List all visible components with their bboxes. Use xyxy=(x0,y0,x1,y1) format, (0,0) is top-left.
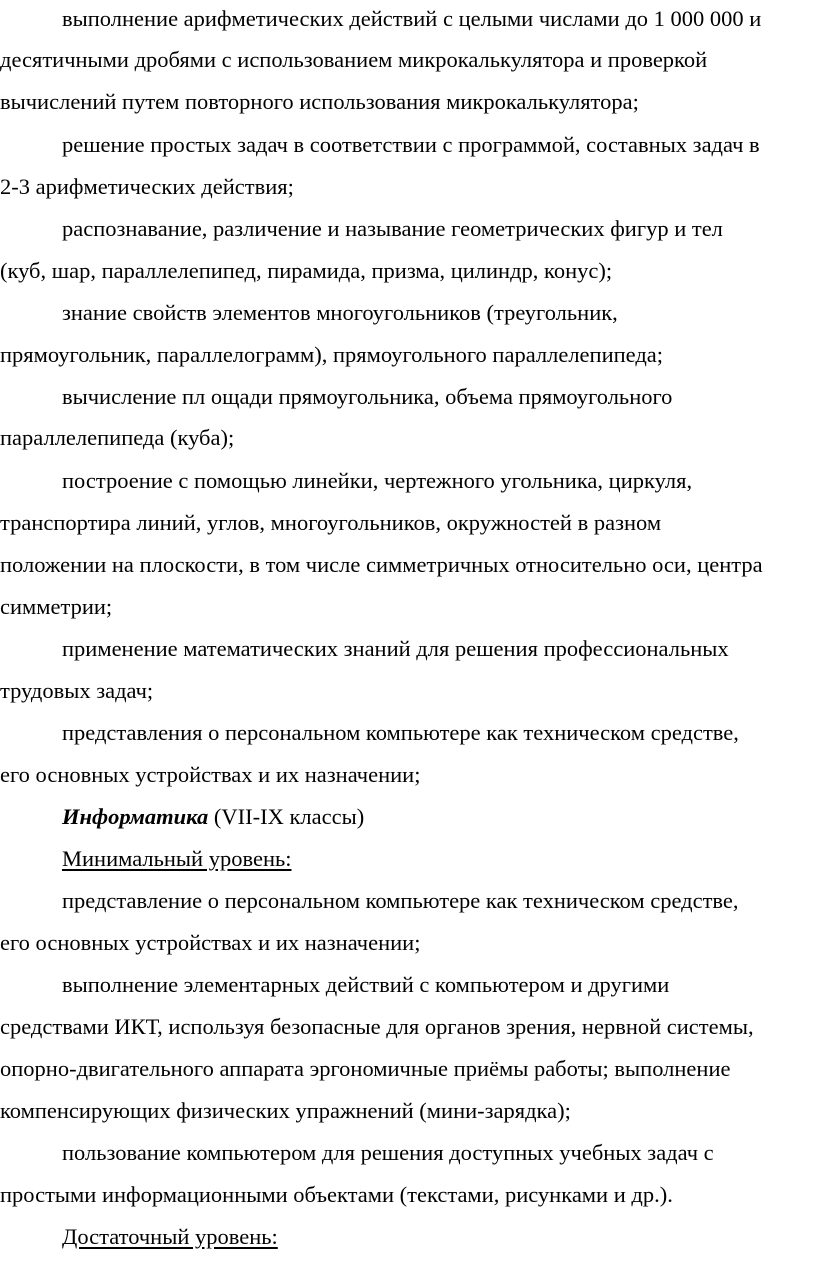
text-line: вычислений путем повторного использования микрокалькулятора; xyxy=(0,89,639,114)
text-line: знание свойств элементов многоугольников (треугольник, xyxy=(62,300,618,325)
min-level-label: Минимальный уровень: xyxy=(62,846,292,871)
text-line: применение математических знаний для решения профессиональных xyxy=(62,636,729,661)
text-line: компенсирующих физических упражнений (мини-зарядка); xyxy=(0,1098,571,1123)
text-line: средствами ИКТ, используя безопасные для органов зрения, нервной системы, xyxy=(0,1014,754,1039)
text-line: 2-3 арифметических действия; xyxy=(0,174,294,199)
text-line: представление о персональном компьютере как техническом средстве, xyxy=(62,888,739,913)
section-heading xyxy=(62,806,364,829)
text-line: его основных устройствах и их назначении; xyxy=(0,930,421,955)
text-line: транспортира линий, углов, многоугольников, окружностей в разном xyxy=(0,510,662,535)
text-line: опорно-двигательного аппарата эргономичные приёмы работы; выполнение xyxy=(0,1056,731,1081)
section-grades: (VII-IX классы) xyxy=(208,804,365,829)
text-line: представления о персональном компьютере как техническом средстве, xyxy=(62,720,739,745)
text-line: симметрии; xyxy=(0,594,113,619)
text-line: (куб, шар, параллелепипед, пирамида, призма, цилиндр, конус); xyxy=(0,258,613,283)
text-line: положении на плоскости, в том числе симметричных относительно оси, центра xyxy=(0,552,763,577)
text-line: его основных устройствах и их назначении; xyxy=(0,762,421,787)
text-line: десятичными дробями с использованием микрокалькулятора и проверкой xyxy=(0,47,708,72)
text-line: построение с помощью линейки, чертежного угольника, циркуля, xyxy=(62,468,693,493)
sufficient-level-label: Достаточный уровень: xyxy=(62,1224,278,1249)
text-line: выполнение элементарных действий с компьютером и другими xyxy=(62,972,670,997)
text-line: выполнение арифметических действий с целыми числами до 1 000 000 и xyxy=(62,6,762,31)
text-line: простыми информационными объектами (текстами, рисунками и др.). xyxy=(0,1182,673,1207)
text-line: трудовых задач; xyxy=(0,678,154,703)
text-line: параллелепипеда (куба); xyxy=(0,425,235,450)
text-line: распознавание, различение и называние геометрических фигур и тел xyxy=(62,216,723,241)
text-line: решение простых задач в соответствии с программой, составных задач в xyxy=(62,132,760,157)
text-line: пользование компьютером для решения доступных учебных задач с xyxy=(62,1140,714,1165)
text-line: прямоугольник, параллелограмм), прямоугольного параллелепипеда; xyxy=(0,342,664,367)
text-line: вычисление пл ощади прямоугольника, объема прямоугольного xyxy=(62,384,673,409)
section-title: Информатика xyxy=(62,804,209,829)
